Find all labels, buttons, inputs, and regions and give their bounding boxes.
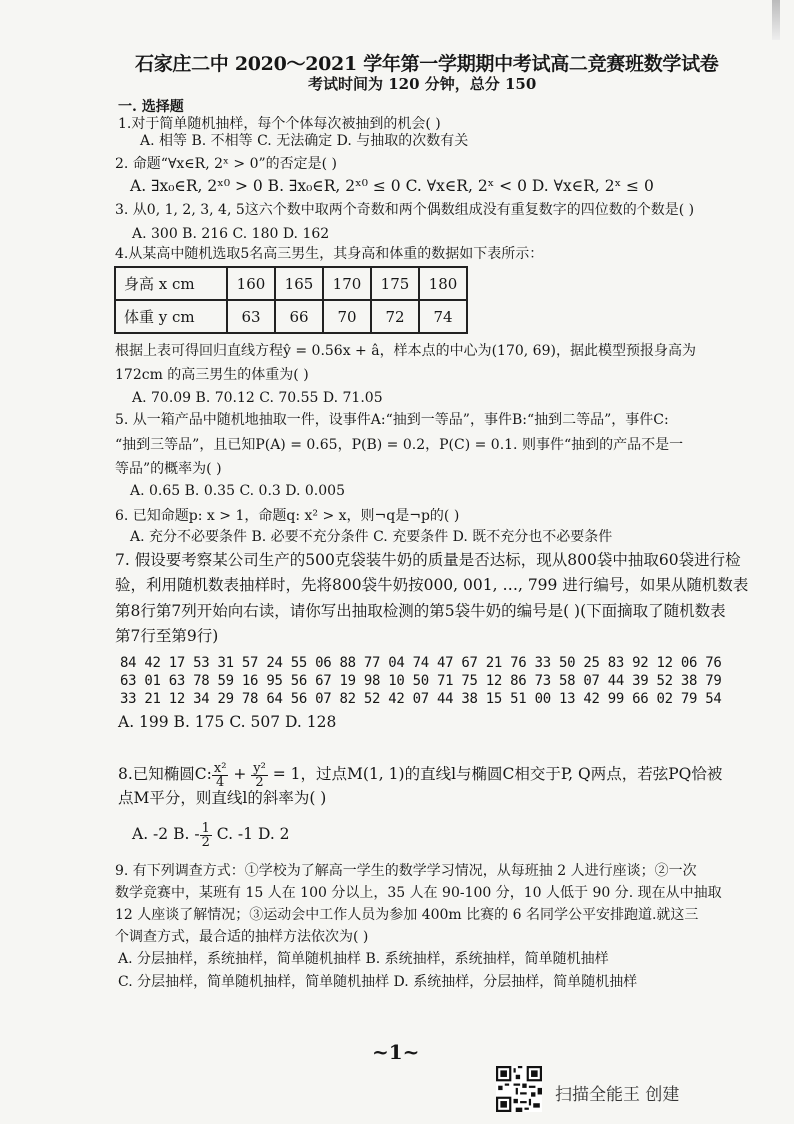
half-fraction <box>200 822 212 849</box>
scan-edge-mark <box>772 0 780 40</box>
height-cell: 165 <box>275 267 323 300</box>
q3-stem: 3. 从0, 1, 2, 3, 4, 5这六个数中取两个奇数和两个偶数组成没有重复数字的四位数的个数是( ) <box>115 202 695 218</box>
q6-options: A. 充分不必要条件 B. 必要不充分条件 C. 充要条件 D. 既不充分也不必要条件 <box>130 529 613 545</box>
q9-line-3: 12 人座谈了解情况；③运动会中工作人员为参加 400m 比赛的 6 名同学公平安排跑道.就这三 <box>115 907 699 923</box>
q8-line-2: 点M平分，则直线l的斜率为( ) <box>118 789 327 807</box>
fraction-denominator: 4 <box>216 774 225 790</box>
weight-cell: 70 <box>323 300 371 333</box>
q1-options: A. 相等 B. 不相等 C. 无法确定 D. 与抽取的次数有关 <box>140 133 469 149</box>
q8-option-a: A. -2 B. - <box>132 825 200 843</box>
q7-line-4: 第7行至第9行) <box>115 627 219 645</box>
ellipse-y-fraction <box>251 762 268 789</box>
fraction-denominator: 2 <box>201 834 210 850</box>
height-weight-table <box>114 266 468 334</box>
random-table-row: 33 21 12 34 29 78 64 56 07 82 52 42 07 44 38 15 51 00 13 42 99 66 02 79 54 <box>120 691 722 707</box>
q5-line-2: “抽到三等品”，且已知P(A) = 0.65，P(B) = 0.2，P(C) = 0.1. 则事件“抽到的产品不是一 <box>115 437 684 453</box>
fraction-numerator: x² <box>213 760 227 776</box>
exam-title: 石家庄二中 2020～2021 学年第一学期期中考试高二竞赛班数学试卷 <box>135 53 719 75</box>
q8-options <box>132 818 290 850</box>
q7-line-1: 7. 假设要考察某公司生产的500克袋装牛奶的质量是否达标，现从800袋中抽取60袋进行检 <box>115 551 741 569</box>
height-cell: 175 <box>371 267 419 300</box>
fraction-denominator: 2 <box>255 774 264 790</box>
q8-prefix: 8.已知椭圆C: <box>118 765 212 783</box>
random-table-row: 84 42 17 53 31 57 24 55 06 88 77 04 74 47 67 21 76 33 50 25 83 92 12 06 76 <box>120 655 722 671</box>
q8-option-rest: C. -1 D. 2 <box>211 825 290 843</box>
q9-line-1: 9. 有下列调查方式：①学校为了解高一学生的数学学习情况，从每班抽 2 人进行座谈；②一次 <box>115 863 697 879</box>
q8-stem <box>118 758 722 790</box>
table-row-weight <box>115 300 467 333</box>
q3-options: A. 300 B. 216 C. 180 D. 162 <box>132 226 330 242</box>
section-heading: 一. 选择题 <box>118 99 184 115</box>
q8-plus: + <box>228 765 252 783</box>
q8-rest: = 1，过点M(1, 1)的直线l与椭圆C相交于P, Q两点，若弦PQ恰被 <box>267 765 723 783</box>
random-table-row: 63 01 63 78 59 16 95 56 67 19 98 10 50 71 75 12 86 73 58 07 44 39 52 38 79 <box>120 673 722 689</box>
q4-options: A. 70.09 B. 70.12 C. 70.55 D. 71.05 <box>132 390 383 406</box>
height-cell: 180 <box>419 267 467 300</box>
q5-line-1: 5. 从一箱产品中随机地抽取一件，设事件A:“抽到一等品”，事件B:“抽到二等品”，事件C: <box>115 412 669 428</box>
q2-options: A. ∃x₀∈R, 2ˣ⁰ > 0 B. ∃x₀∈R, 2ˣ⁰ ≤ 0 C. ∀x∈R, 2ˣ < 0 D. ∀x∈R, 2ˣ ≤ 0 <box>130 177 654 195</box>
q7-line-2: 验，利用随机数表抽样时，先将800袋牛奶按000, 001, …, 799 进行编号，如果从随机数表 <box>115 576 749 594</box>
weight-label: 体重 y cm <box>115 300 227 333</box>
q7-options: A. 199 B. 175 C. 507 D. 128 <box>118 713 337 731</box>
height-cell: 170 <box>323 267 371 300</box>
exam-subtitle: 考试时间为 120 分钟，总分 150 <box>308 75 537 93</box>
q4-stem: 4.从某高中随机选取5名高三男生，其身高和体重的数据如下表所示： <box>115 246 544 262</box>
weight-cell: 66 <box>275 300 323 333</box>
q9-options-row-2: C. 分层抽样，简单随机抽样，简单随机抽样 D. 系统抽样，分层抽样，简单随机抽样 <box>118 974 638 990</box>
scanner-watermark: 扫描全能王 创建 <box>555 1085 680 1105</box>
height-cell: 160 <box>227 267 275 300</box>
q1-stem: 1.对于简单随机抽样，每个个体每次被抽到的机会( ) <box>118 116 441 132</box>
height-label: 身高 x cm <box>115 267 227 300</box>
q5-line-3: 等品”的概率为( ) <box>115 461 222 477</box>
qr-code-icon <box>496 1066 542 1112</box>
q5-options: A. 0.65 B. 0.35 C. 0.3 D. 0.005 <box>130 483 345 499</box>
q7-line-3: 第8行第7列开始向右读，请你写出抽取检测的第5袋牛奶的编号是( )(下面摘取了随机数表 <box>115 602 726 620</box>
fraction-numerator: 1 <box>201 820 210 836</box>
q4-text-1: 根据上表可得回归直线方程ŷ = 0.56x + â，样本点的中心为(170, 69)，据此模型预报身高为 <box>115 343 696 359</box>
q9-line-2: 数学竞赛中，某班有 15 人在 100 分以上，35 人在 90-100 分，10 人低于 90 分. 现在从中抽取 <box>115 885 722 901</box>
q4-text-2: 172cm 的高三男生的体重为( ) <box>115 367 309 383</box>
q6-stem: 6. 已知命题p: x > 1，命题q: x² > x，则¬q是¬p的( ) <box>115 508 460 524</box>
q2-stem: 2. 命题“∀x∈R, 2ˣ > 0”的否定是( ) <box>115 156 338 172</box>
table-row-height <box>115 267 467 300</box>
weight-cell: 72 <box>371 300 419 333</box>
q9-line-4: 个调查方式，最合适的抽样方法依次为( ) <box>115 929 369 945</box>
weight-cell: 74 <box>419 300 467 333</box>
page-number: ~1~ <box>372 1040 420 1064</box>
ellipse-x-fraction <box>212 762 229 789</box>
fraction-numerator: y² <box>253 760 266 776</box>
weight-cell: 63 <box>227 300 275 333</box>
q9-options-row-1: A. 分层抽样，系统抽样，简单随机抽样 B. 系统抽样，系统抽样，简单随机抽样 <box>118 951 609 967</box>
